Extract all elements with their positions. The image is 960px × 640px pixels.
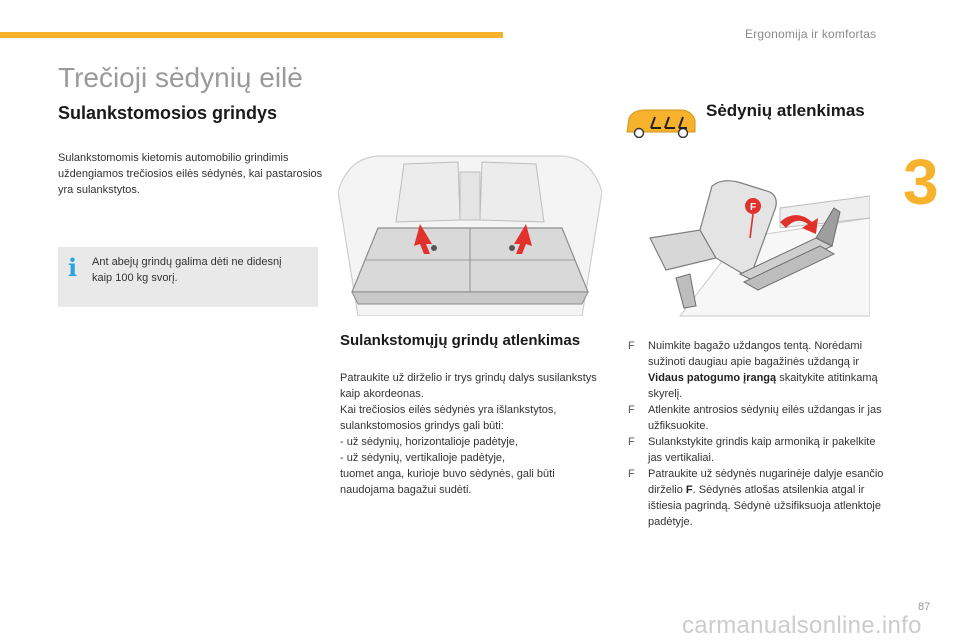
heading-seat-unfolding: Sėdynių atlenkimas	[706, 101, 865, 120]
step-item	[628, 434, 888, 466]
heading-folding-floor: Sulankstomosios grindys	[58, 103, 278, 123]
trunk-floor-illustration	[338, 152, 602, 316]
floor-paragraph-3: - už sėdynių, horizontalioje padėtyje,	[340, 436, 518, 448]
step-item	[628, 402, 888, 434]
intro-paragraph: Sulankstomomis kietomis automobilio grindimis uždengiamos trečiosios eilės sėdynės, kai pastarosios yra sulankstytos.	[58, 152, 323, 196]
step-1-text: Nuimkite bagažo uždangos tentą. Norėdami sužinoti daugiau apie bagažinės uždangą ir	[648, 340, 863, 368]
info-box	[58, 247, 318, 307]
watermark: carmanualsonline.info	[682, 612, 922, 639]
seat-unfolding-steps	[628, 338, 888, 530]
step-bullet: F	[628, 436, 635, 448]
step-bullet: F	[628, 468, 635, 480]
step-bullet: F	[628, 404, 635, 416]
info-text: Ant abejų grindų galima dėti ne didesnį kaip 100 kg svorį.	[92, 256, 282, 284]
callout-f-label: F	[749, 202, 757, 213]
step-4-bold: F	[685, 484, 693, 496]
section-label: Ergonomija ir komfortas	[745, 27, 877, 41]
top-accent-bar	[0, 32, 503, 38]
page-title: Trečioji sėdynių eilė	[58, 62, 303, 93]
seat-unfolding-illustration	[620, 178, 870, 318]
info-icon: i	[68, 253, 78, 282]
step-bullet: F	[628, 340, 635, 352]
step-4-text: Patraukite už sėdynės nugarinėje dalyje esančio dirželio	[648, 468, 884, 496]
floor-folding-text	[340, 370, 608, 498]
step-item	[628, 338, 888, 402]
step-2-text: Atlenkite antrosios sėdynių eilės uždangas ir jas užfiksuokite.	[648, 404, 882, 432]
page-number: 87	[918, 601, 931, 613]
car-seats-icon	[625, 108, 697, 138]
heading-floor-folding: Sulankstomųjų grindų atlenkimas	[340, 332, 581, 349]
floor-paragraph-4: - už sėdynių, vertikalioje padėtyje,	[340, 452, 506, 464]
step-4-after: . Sėdynės atlošas atsilenkia atgal ir ištiesia pagrindą. Sėdynė užsifiksuoja atlenktoje padėtyje.	[648, 484, 881, 528]
callout-f	[745, 198, 761, 214]
step-1-after: skaitykite atitinkamą skyrelį.	[648, 372, 878, 400]
chapter-number: 3	[903, 146, 939, 218]
step-1-bold: Vidaus patogumo įrangą	[648, 372, 777, 384]
step-3-text: Sulankstykite grindis kaip armoniką ir pakelkite jas vertikaliai.	[648, 436, 876, 464]
floor-paragraph-5: tuomet anga, kurioje buvo sėdynės, gali būti naudojama bagažui sudėti.	[340, 468, 555, 496]
step-item	[628, 466, 888, 530]
floor-paragraph-1: Patraukite už dirželio ir trys grindų dalys susilankstys kaip akordeonas.	[340, 372, 597, 400]
floor-paragraph-2: Kai trečiosios eilės sėdynės yra išlankstytos, sulankstomosios grindys gali būti:	[340, 404, 557, 432]
